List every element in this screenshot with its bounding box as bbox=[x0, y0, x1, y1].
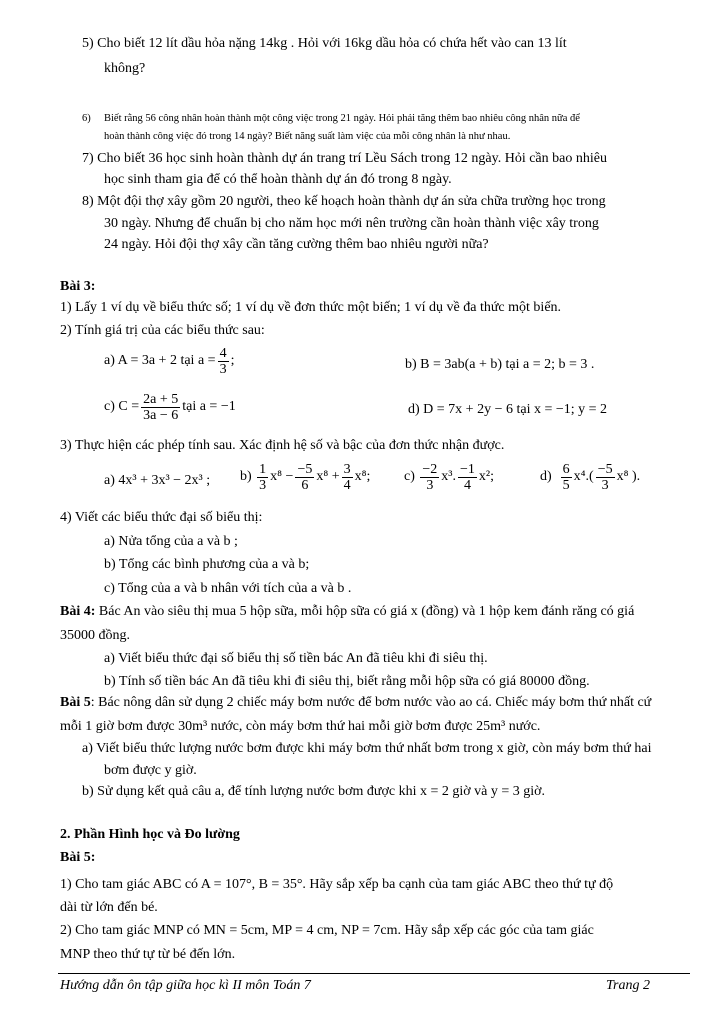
bai3-item-1: 1) Lấy 1 ví dụ về biểu thức số; 1 ví dụ về đơn thức một biến; 1 ví dụ về đa thức một biến. bbox=[60, 300, 562, 315]
bai5-pump-line1: Bài 5: Bác nông dân sử dụng 2 chiếc máy bơm nước để bơm nước vào ao cá. Chiếc máy bơm thứ nhất cứ bbox=[60, 695, 652, 710]
bai3-4c: c) Tổng của a và b nhân với tích của a và b . bbox=[104, 581, 352, 596]
fraction: $\frac{2a + 5}{3a - 6}$ bbox=[143, 392, 179, 424]
geometry-1-line2: dài từ lớn đến bé. bbox=[60, 900, 158, 915]
bai3-item-2: 2) Tính giá trị của các biểu thức sau: bbox=[60, 323, 265, 338]
footer-page-number: Trang 2 bbox=[606, 978, 650, 993]
problem-8-line3: 24 ngày. Hỏi đội thợ xây cần tăng cường thêm bao nhiêu người nữa? bbox=[104, 237, 489, 252]
bai3-item-3: 3) Thực hiện các phép tính sau. Xác định hệ số và bậc của đơn thức nhận được. bbox=[60, 438, 505, 453]
problem-6-number: 6) bbox=[82, 113, 91, 124]
bai3-4b: b) Tổng các bình phương của a và b; bbox=[104, 557, 310, 572]
problem-7-line2: học sinh tham gia để có thể hoàn thành dự án đó trong 8 ngày. bbox=[104, 172, 452, 187]
bai5-geometry-title: Bài 5: bbox=[60, 850, 96, 865]
problem-8-line1: 8) Một đội thợ xây gồm 20 người, theo kế hoạch hoàn thành dự án sửa chữa trường học trong bbox=[82, 194, 606, 209]
bai4-line1: Bài 4: Bác An vào siêu thị mua 5 hộp sữa, mỗi hộp sữa có giá x (đồng) và 1 hộp kem đánh răng có giá bbox=[60, 604, 635, 619]
bai3-item-4: 4) Viết các biểu thức đại số biểu thị: bbox=[60, 510, 263, 525]
footer-divider bbox=[58, 973, 690, 974]
problem-5-line1: 5) Cho biết 12 lít dầu hỏa nặng 14kg . Hỏi với 16kg dầu hỏa có chứa hết vào can 13 lít bbox=[82, 36, 567, 51]
bai3-title: Bài 3: bbox=[60, 279, 96, 294]
bai5-pump-a-line1: a) Viết biểu thức lượng nước bơm được khi máy bơm thứ nhất bơm trong x giờ, còn máy bơm thứ hai bbox=[82, 741, 652, 756]
bai3-2c: c) C = $\frac{2a + 5}{3a - 6}$ tại a = −1 bbox=[104, 392, 236, 424]
bai4-a: a) Viết biểu thức đại số biểu thị số tiền bác An đã tiêu khi đi siêu thị. bbox=[104, 651, 488, 666]
fraction: $\frac{6}{5}$ bbox=[562, 462, 570, 494]
fraction: $\frac{-2}{3}$ bbox=[422, 462, 438, 494]
bai3-2b: b) B = 3ab(a + b) tại a = 2; b = 3 . bbox=[405, 357, 595, 372]
problem-5-line2: không? bbox=[104, 61, 146, 76]
expr-2a-text: a) A = 3a + 2 tại a = bbox=[104, 353, 216, 369]
bai3-2d: d) D = 7x + 2y − 6 tại x = −1; y = 2 bbox=[408, 402, 608, 417]
fraction: $\frac{1}{3}$ bbox=[259, 462, 267, 494]
fraction: $\frac{4}{3}$ bbox=[219, 346, 227, 378]
geometry-1-line1: 1) Cho tam giác ABC có A = 107°, B = 35°. Hãy sắp xếp ba cạnh của tam giác ABC theo thứ tự độ bbox=[60, 877, 614, 892]
bai3-3d: d) $\frac{6}{5}$ x⁴.( $\frac{-5}{3}$ x⁸ ). bbox=[540, 462, 641, 494]
bai3-4a: a) Nửa tổng của a và b ; bbox=[104, 534, 238, 549]
fraction: $\frac{3}{4}$ bbox=[343, 462, 351, 494]
fraction: $\frac{-1}{4}$ bbox=[460, 462, 475, 494]
bai3-2a: a) A = 3a + 2 tại a = $\frac{4}{3}$ ; bbox=[104, 346, 235, 378]
bai5-pump-a-line2: bơm được y giờ. bbox=[104, 763, 197, 778]
geometry-2-line2: MNP theo thứ tự từ bé đến lớn. bbox=[60, 947, 236, 962]
bai3-3a: a) 4x³ + 3x³ − 2x³ ; bbox=[104, 473, 211, 488]
fraction: $\frac{-5}{3}$ bbox=[597, 462, 613, 494]
problem-6-line1: Biết rằng 56 công nhân hoàn thành một công việc trong 21 ngày. Hỏi phải tăng thêm bao nhiêu công nhân nữa để bbox=[104, 113, 580, 124]
fraction: $\frac{-5}{6}$ bbox=[297, 462, 313, 494]
problem-8-line2: 30 ngày. Nhưng để chuẩn bị cho năm học mới nên trường cần hoàn thành việc xây trong bbox=[104, 216, 599, 231]
bai3-3b: b) $\frac{1}{3}$ x⁸ − $\frac{-5}{6}$ x⁸ + $\frac{3}{4}$ x⁸; bbox=[240, 462, 371, 494]
section-2-heading: 2. Phần Hình học và Đo lường bbox=[60, 827, 240, 842]
bai3-3c: c) $\frac{-2}{3}$ x³. $\frac{-1}{4}$ x²; bbox=[404, 462, 494, 494]
bai4-b: b) Tính số tiền bác An đã tiêu khi đi siêu thị, biết rằng mỗi hộp sữa có giá 80000 đồng. bbox=[104, 674, 590, 689]
geometry-2-line1: 2) Cho tam giác MNP có MN = 5cm, MP = 4 cm, NP = 7cm. Hãy sắp xếp các góc của tam giác bbox=[60, 923, 594, 938]
bai5-pump-b: b) Sử dụng kết quả câu a, để tính lượng nước bơm được khi x = 2 giờ và y = 3 giờ. bbox=[82, 784, 546, 799]
problem-7-line1: 7) Cho biết 36 học sinh hoàn thành dự án trang trí Lều Sách trong 12 ngày. Hỏi cần bao nhiêu bbox=[82, 151, 607, 166]
bai4-line2: 35000 đồng. bbox=[60, 628, 130, 643]
bai5-pump-line2: mỗi 1 giờ bơm được 30m³ nước, còn máy bơm thứ hai mỗi giờ bơm được 25m³ nước. bbox=[60, 719, 541, 734]
footer-title: Hướng dẫn ôn tập giữa học kì II môn Toán 7 bbox=[60, 978, 311, 993]
problem-6-line2: hoàn thành công việc đó trong 14 ngày? Biết năng suất làm việc của mỗi công nhân là như nhau. bbox=[104, 131, 511, 142]
